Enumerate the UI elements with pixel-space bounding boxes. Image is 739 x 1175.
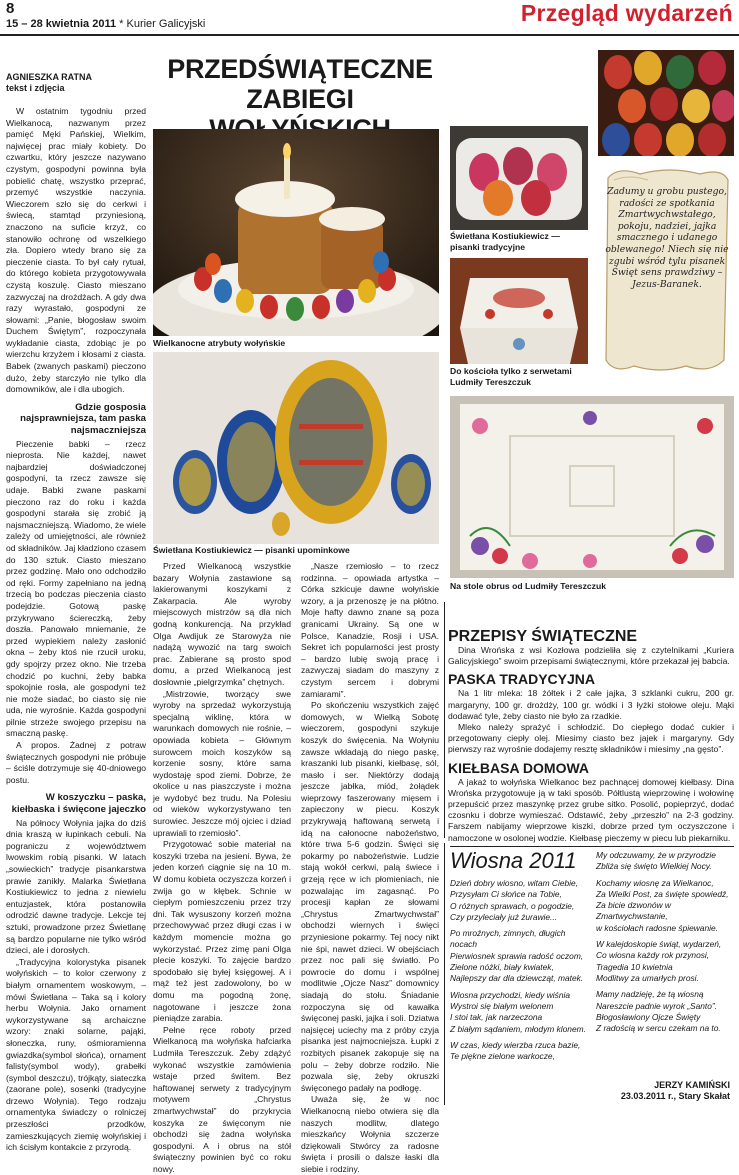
- photo-pisanki-basket: [598, 50, 734, 156]
- issue-line: [6, 18, 205, 30]
- poem-line: Pierwiosnek sprawia radość oczom,: [450, 950, 584, 961]
- poem-divider: [444, 843, 445, 1105]
- poem-line: Zielone nóżki, biały kwiatek,: [450, 962, 554, 973]
- poem-line: Czy przyleciały już żurawie...: [450, 911, 558, 922]
- recipes-intro: Dina Wrońska z wsi Kozłowa podzieliła się z czytelnikami „Kuriera Galicyjskiego” swoim przepisami świątecznymi, które przekazał jej babcia.: [448, 645, 734, 667]
- article-column-2: [153, 561, 291, 1175]
- caption-decorative-eggs: Świetłana Kostiukiewicz — pisanki upominkowe: [153, 545, 350, 555]
- paska-method: Mleko należy sprażyć i schłodzić. Do ciepłego dodać cukier i przegotowany ciepły olej. Miesimy ciasto bez jajek i margaryny. Gdy pierwszy raz wyrośnie dodajemy resztę składników i miesimy „na gęsto”.: [448, 722, 734, 755]
- poem-line: Z białym sądaniem, młodym klonem.: [450, 1023, 586, 1034]
- poem-stanza: [596, 878, 734, 934]
- poem-stanza: [450, 928, 590, 984]
- article-column-1: [6, 72, 146, 1154]
- paragraph: W ostatnim tygodniu przed Wielkanocą, nazwanym przez pamięć Męki Pańskiej, Wielkim, najwięcej prac miały kobiety. Do czwartku, który jeszcze nazywano czystym, gospodyni powinna była pobielić chatę, wszystko przeprać, przemyć wszystkie naczynia. Wieczorem szło się do cerkwi i świecą, stamtąd przyniesioną, znaczono na suficie krzyż, co stanowiło ochronę od wszelkiego zła. Dopiero wtedy brano się za pieczenie ciasta. To był cały rytuał, do którego kobieta przygotowywała czystą koszulę. Ciasto mieszano zazwyczaj na drożdżach. A gdy dwa razy wyrastało, gospodyni ze słowami: „Panie, błogosław swoim Duchem Świętym”, rozpoczynała wykładanie ciasta, zdobiąc je po wierzchu krzyżem i kłosami z ciasta. Babek (zwanych paskami) pieczono dużo, żeby starczyło nie tylko dla domowników, ale i dla ubogich.: [6, 106, 146, 395]
- subheading: Gdzie gosposia najsprawniejsza, tam paska najsmaczniejsza: [20, 401, 146, 437]
- caption-napkin: Do kościoła tylko z serwetami Ludmiły Tereszczuk: [450, 366, 572, 387]
- poem-stanza: [450, 990, 590, 1035]
- poem-stanza: [596, 989, 734, 1034]
- recipes-title: PRZEPISY ŚWIĄTECZNE: [448, 628, 638, 645]
- greeting-text: Zadumy u grobu pustego, radości ze spotkania Zmartwychwstałego, pokoju, nadziei, jajka smacznego i udanego oblewanego! Niech się nie zgubi wśród tylu pisanek Święt sens prawdziwy – Jezus-Baranek.: [605, 186, 729, 290]
- photo-tablecloth: [450, 396, 734, 578]
- poem-line: Z radością w sercu czekam na to.: [596, 1023, 721, 1034]
- kielbasa-title: KIEŁBASA DOMOWA: [448, 759, 590, 776]
- poem-stanza: [450, 878, 590, 923]
- poem-line: Nareszcie padnie wyrok „Santo”.: [596, 1000, 718, 1011]
- headline-line-1: PRZEDŚWIĄTECZNE ZABIEGI: [167, 54, 433, 114]
- poem-line: Przysyłam Ci słońce na Tobie,: [450, 889, 562, 900]
- page-number: 8: [6, 0, 15, 17]
- paragraph: Uważa się, że w noc Wielkanocną niebo otwiera się dla naszych modlitw, dlatego mieszkańcy Wołynia szczerze dziękowali Stwórcy za radosne święta i prosili o dalsze łaski dla siebie i rodziny.: [301, 1094, 439, 1174]
- paska-title: PASKA TRADYCYJNA: [448, 671, 596, 688]
- paragraph: Pełne ręce roboty przed Wielkanocą ma wołyńska hafciarka Ludmiła Tereszczuk. Żeby zdążyć wykonać wszystkie zamówienia wstaje przed świtem. Bez haftowanej serwety z tradycyjnym motywem „Chrystus zmartwychwstał” do przykrycia koszyka ze święconym nie obchodzi się żadna wołyńska gospodyni. A i obrus na stół świąteczny powinien być co roku nowy.: [153, 1024, 291, 1174]
- poem-stanza: [450, 1040, 590, 1063]
- poem-right-column: [596, 850, 734, 1039]
- poem-author: JERZY KAMIŃSKI: [654, 1080, 730, 1090]
- caption-easter-table: Wielkanocne atrybuty wołyńskie: [153, 338, 286, 348]
- poem-title: Wiosna 2011: [450, 848, 577, 873]
- poem-line: Te piękne zielone warkocze,: [450, 1051, 555, 1062]
- paragraph: Przed Wielkanocą wszystkie bazary Wołynia zastawione są lakierowanymi koszykami z Zakarpacia. Ale wyroby miejscowych mistrzów są dla nich godną konkurencją. Na przykład Olga Awdijuk ze Starowyża nie nadążą wywozić na targ swoich prac. Zabierane są prosto spod domu, a przed Wielkanocą jest dosłownie „pielgrzymka” chętnych.: [153, 561, 291, 687]
- poem-line: W czas, kiedy wierzba rzuca bazie,: [450, 1039, 581, 1050]
- greeting-scroll: [600, 164, 734, 376]
- recipes-divider: [444, 602, 445, 838]
- poem-line: Błogosławiony Ojcze Święty: [596, 1011, 701, 1022]
- paragraph: Na północy Wołynia jajka do dziś dnia kraszą w łupinkach cebuli. Na pograniczu z województwem lwowskim robią pisanki. W latach „sowieckich” tradycje pisankarstwa prawie zanikły. Malarka Świetłana Kostiukiewicz to jedna z niewielu entuzjastek, która postanowiła odrodzić dawne tradycje. Lekcje tej sztuki, prowadzone przez Świetlanę są bardzo popularne nie tylko wśród dzieci, ale i dorosłych.: [6, 817, 146, 956]
- poem-left-column: [450, 878, 590, 1067]
- poem-line: Dzień dobry wiosno, witam Ciebie,: [450, 878, 579, 888]
- paragraph: Pieczenie babki – rzecz nieprosta. Nie każdej, nawet najbardziej doświadczonej gospodyni, ta rzecz zawsze się udaje. Babki zwane paskami pieczono raz do roku i każda gospodyni starała się zrobić ją najsmaczniejszą. Wiadomo, że wiele zależy od umiejętności, ale również od składników. Jaj kładziono czasem do 130 sztuk. Ciasto mieszano przez godzinę. Mało ono odchodziło od ręki. Formy zapełniano na jedną trzecią bo podczas pieczenia ciasto podejdzie. Gotową paskę przykrywano ściereczką, żeby doszła. Panowało mniemanie, że przed wypiekiem należy zasłonić okna – żeby ktoś nie rzucił uroku, gdy spojrzy przez okno. Nie trzeba chodzić po kuchni, żeby babka spokojnie rosła, ale gospodyni też nie może siadać, bo ciasto się nie uda, nie wyrośnie. Każda gospodyni pilnie strzeże swojego przepisu na smaczną paskę.: [6, 438, 146, 739]
- poem-line: Kochamy wiosnę za Wielkanoc,: [596, 877, 714, 888]
- poem-line: I stoi tak, jak narzeczona: [450, 1012, 543, 1023]
- poem-line: w kościołach radosne śpiewanie.: [596, 922, 718, 933]
- poem-line: Za bicie dzwonów w Zmartwychwstanie,: [596, 900, 671, 922]
- poem-line: Za Wielki Post, za święte spowiedź,: [596, 888, 729, 899]
- poem-line: Najlepszy dar dla dziewcząt, matek.: [450, 973, 584, 984]
- section-title: Przegląd wydarzeń: [520, 0, 733, 26]
- poem-block: [448, 846, 734, 1104]
- poem-line: O różnych sprawach, o pogodzie,: [450, 900, 575, 911]
- poem-line: W kalejdoskopie świąt, wydarzeń,: [596, 939, 722, 950]
- photo-eggs-tray: [450, 126, 588, 230]
- author-name: AGNIESZKA RATNA: [6, 72, 92, 82]
- photo-easter-table: [153, 129, 439, 336]
- photo-decorative-eggs: [153, 352, 439, 544]
- poem-line: My odczuwamy, że w przyrodzie: [596, 850, 716, 860]
- paska-ingredients: Na 1 litr mleka: 18 żółtek i 2 całe jajka, 3 szklanki cukru, 200 gr. margaryny, 100 gr. drożdży, 100 gr. wódki i 3 łyżki stołowe oleju. Mąki dodawać tyle, żeby ciasto nie było za rzadkie.: [448, 688, 734, 721]
- paragraph: Po skończeniu wszystkich zajęć domowych, w Wielką Sobotę wieczorem, gospodyni szykuje koszyk do święcenia. Na Wołyniu zawsze wkładają do niego paskę, kraszanki lub pisanki, kiełbasę, sól, masło i ser. Niektórzy dodają jeszcze jabłka, miód, żołądek wieprzowy faszerowany mięsem i zapieczony w piecu. Koszyk przykrywają haftowaną serwetą i idą na całonocne nabożeństwo, które trwa 5-6 godzin. Święci się pokarmy po nabożeństwie. Ludzie stają wokół cerkwi, palą świece i grzeją ręce w ich płomieniach, nie pozwalając im zagasnąć. Po procesji kapłan ze słowami „Chrystus Zmartwychwstał” obchodzi wiernych i święci przyniesione pokarmy. Tej nocy nikt nie śpi, nawet dzieci. W obejściach przez noc pali się światło. Po powrocie do domu i wspólnej modlitwie „Ojcze Nasz” domownicy siadają do stołu. Śniadanie rozpoczyna się od kawałka święconej paski, jajka i soli. Dziatwa najsięcej uciechy ma z próby czyja pisanka jest najmocniejsza. Łupki z rozbitych pisanek zakopuje się na polu – żeby dobrze rodziło. Nie pozwala się, żeby okruszki święconego padały na podłogę.: [301, 700, 439, 1093]
- caption-eggs-tray: Świetłana Kostiukiewicz — pisanki tradycyjne: [450, 231, 560, 252]
- poem-signature-block: [621, 1080, 730, 1102]
- poem-date: 23.03.2011 r., Stary Skałat: [620, 1091, 730, 1101]
- poem-line: Mamy nadzieję, że tą wiosną: [596, 989, 704, 1000]
- photo-napkin: [450, 258, 588, 364]
- issue-date: 15 – 28 kwietnia 2011: [6, 18, 117, 30]
- article-column-3: [301, 561, 439, 1175]
- poem-line: Tragedia 10 kwietnia: [596, 961, 673, 972]
- poem-stanza: [596, 939, 734, 984]
- poem-line: Modlitwy za umarłych prosi.: [596, 972, 699, 983]
- publication-name: * Kurier Galicyjski: [119, 18, 206, 30]
- paragraph: A propos. Żadnej z potraw świątecznych gospodyni nie próbuje – ściśle dotrzymuje się 40-dniowego postu.: [6, 740, 146, 785]
- poem-line: Wystroi się białym welonem: [450, 1000, 554, 1011]
- poem-line: Po mroźnych, zimnych, długich nocach: [450, 928, 566, 950]
- paragraph: „Tradycyjna kolorystyka pisanek wołyńskich – to kolor czerwony z białym ornamentem woskowym, – mówi Świetłana – Taka są i kolory herbu Wołynia. Jako ornament wykorzystywane są archaiczne wzory: znaki solarne, pająki, słoneczka, runy, ośmioramienna gwiazdka(symbol słońca), ornament falisty(symbol wody), grabełki (symbol deszczu), trójkąty, siateczka (zaorane pole), sosenki (tradycyjne drzewo Wołynia). Tego rodzaju ornamentyka świadczy o rolniczej przeszłości przodków, zamieszkujących ziemię wołyńskiej i ich ścisłym kontakcie z przyrodą.: [6, 956, 146, 1153]
- recipes-box: [448, 628, 734, 844]
- subheading: W koszyczku – paska, kiełbaska i święcone jajeczko: [11, 792, 146, 816]
- author-role: tekst i zdjęcia: [6, 83, 65, 93]
- header-rule: [0, 34, 739, 36]
- paragraph: „Nasze rzemiosło – to rzecz rodzinna. – opowiada artystka – Córka szkicuje dawne wołyńskie wzory, a ja przenoszę je na płótno. Moje hafty dawno znane są poza granicami Ukrainy. Są one w Polsce, Kanadzie, Rosji i USA. Sekret ich popularności jest prosty – bardzo lubię swoją pracę i zazwyczaj siadam do maszyny z czystym sercem i dobrymi zamiarami”.: [301, 561, 439, 699]
- poem-line: Zbliża się święto Wielkiej Nocy.: [596, 861, 712, 872]
- paragraph: Przygotować sobie materiał na koszyki trzeba na jesieni. Bywa, że jeden korzeń ciągnie się na 10 m. W domu kobieta oczyszcza korzeń i zwija go w kłębek. Schnie w ciepłym pomieszczeniu przez trzy dni. Tak wysuszony korzeń można przechowywać przez długi czas i w każdym momencie można go wykorzystać. Przez zimę pani Olga plecie koszyki. To zajęcie bardzo spodobało się byłej księgowej. A i mąż też jest zadowolony, bo w domu ma pogodną żonę, nagotowane i jeszcze żona pieniądze zarabia.: [153, 839, 291, 1024]
- caption-tablecloth: Na stole obrus od Ludmiły Tereszczuk: [450, 581, 606, 591]
- poem-stanza: [596, 850, 734, 873]
- poem-line: Co wiosna każdy rok przynosi,: [596, 950, 710, 961]
- kielbasa-method: A jakaż to wołyńska Wielkanoc bez pachnącej domowej kiełbasy. Dina Wrońska przygotowuje ją w taki sposób. Półtlustą wieprzowinę i wołowinę przepuścić przez maszynkę przez grube sitko. Posolić, popieprzyć, dodać czosnku i dobrze wymieszać. Odstawić, żeby „przeszło” na 2-3 godziny. Farszem nabijamy wieprzowe kiszki, dobrze przed tym oczyszczone i namoczone w osolonej wodzie. Kiełbasę pieczemy w piecu lub piekarniku.: [448, 776, 734, 843]
- paragraph: „Mistrzowie, tworzący swe wyroby na sprzedaż wykorzystują specjalną wiklinę, która w warunkach domowych nie rośnie, – opowiada kobieta – Głównym surowcem moich koszyków są korzenie sosny, które sama wydostaję spod ziemi. Dobrze, że okolice u nas piaszczyste i można je wydobyć bez trudu. Na Polesiu od wieków wykorzystywano ten surowiec. Jeszcze mój ojciec i dziad uprawiali to rzemiosło”.: [153, 688, 291, 838]
- poem-line: Wiosna przychodzi, kiedy wiśnia: [450, 989, 571, 1000]
